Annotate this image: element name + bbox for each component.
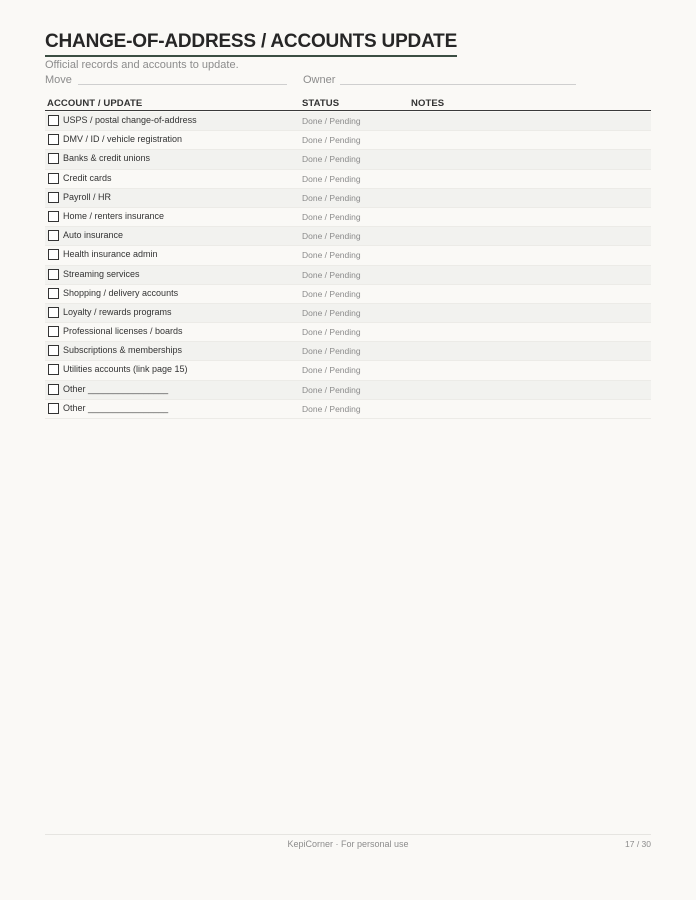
table-row [45,150,651,169]
row-notes-field[interactable] [411,246,651,264]
table-row [45,131,651,150]
table-row [45,361,651,380]
row-label: Professional licenses / boards [63,326,183,337]
checkbox[interactable] [48,269,59,280]
row-status[interactable]: Done / Pending [302,327,361,338]
checkbox[interactable] [48,326,59,337]
owner-field[interactable] [340,84,576,85]
row-label: Credit cards [63,172,112,183]
page-title: CHANGE-OF-ADDRESS / ACCOUNTS UPDATE [45,31,457,57]
row-status[interactable]: Done / Pending [302,307,361,318]
checkbox[interactable] [48,230,59,241]
row-status[interactable]: Done / Pending [302,135,361,146]
row-label: Other ________________ [63,383,169,394]
row-status[interactable]: Done / Pending [302,116,361,126]
row-status[interactable]: Done / Pending [302,231,361,242]
row-notes-field[interactable] [411,285,651,303]
row-label: Streaming services [63,268,140,279]
move-label: Move [45,74,72,86]
document-page [45,0,651,900]
checkbox[interactable] [48,403,59,414]
row-status[interactable]: Done / Pending [302,211,361,222]
row-status[interactable]: Done / Pending [302,192,361,203]
row-status[interactable]: Done / Pending [302,365,361,376]
row-notes-field[interactable] [411,208,651,226]
checkbox[interactable] [48,307,59,318]
row-notes-field[interactable] [411,150,651,168]
page-number: 17 / 30 [625,839,651,849]
column-header-status: STATUS [302,98,340,109]
row-label: Banks & credit unions [63,153,151,164]
table-row [45,208,651,227]
row-label: USPS / postal change-of-address [63,115,197,125]
table-row [45,266,651,285]
checkbox[interactable] [48,288,59,299]
checkbox[interactable] [48,384,59,395]
row-notes-field[interactable] [411,304,651,322]
checkbox[interactable] [48,345,59,356]
column-header-notes: NOTES [411,98,445,109]
table-row [45,189,651,208]
footer-divider [45,834,651,835]
row-label: Other ________________ [63,402,169,413]
row-status[interactable]: Done / Pending [302,154,361,165]
checkbox[interactable] [48,249,59,260]
row-label: DMV / ID / vehicle registration [63,134,183,145]
row-status[interactable]: Done / Pending [302,384,361,395]
row-notes-field[interactable] [411,131,651,149]
checklist-table [45,112,651,419]
row-label: Utilities accounts (link page 15) [63,364,188,375]
row-label: Auto insurance [63,230,124,241]
checkbox[interactable] [48,211,59,222]
row-label: Health insurance admin [63,249,158,260]
table-row [45,400,651,419]
checkbox[interactable] [48,173,59,184]
row-notes-field[interactable] [411,189,651,207]
row-status[interactable]: Done / Pending [302,250,361,261]
checkbox[interactable] [48,153,59,164]
table-header [45,98,651,111]
row-status[interactable]: Done / Pending [302,346,361,357]
checkbox[interactable] [48,364,59,375]
row-notes-field[interactable] [411,227,651,245]
row-notes-field[interactable] [411,400,651,418]
checkbox[interactable] [48,134,59,145]
row-status[interactable]: Done / Pending [302,269,361,280]
table-row [45,381,651,400]
row-notes-field[interactable] [411,266,651,284]
column-header-account: ACCOUNT / UPDATE [47,98,143,109]
checkbox[interactable] [48,115,59,126]
row-notes-field[interactable] [411,170,651,188]
row-notes-field[interactable] [411,361,651,379]
row-notes-field[interactable] [411,381,651,399]
table-row [45,323,651,342]
row-status[interactable]: Done / Pending [302,403,361,414]
row-notes-field[interactable] [411,112,651,130]
table-row [45,112,651,131]
row-label: Shopping / delivery accounts [63,287,179,298]
table-row [45,246,651,265]
row-label: Home / renters insurance [63,210,165,221]
table-row [45,227,651,246]
row-label: Subscriptions & memberships [63,345,183,356]
row-label: Loyalty / rewards programs [63,306,172,317]
owner-label: Owner [303,74,336,86]
table-row [45,304,651,323]
row-notes-field[interactable] [411,323,651,341]
row-notes-field[interactable] [411,342,651,360]
move-field[interactable] [78,84,287,85]
row-label: Payroll / HR [63,191,112,202]
table-row [45,342,651,361]
row-status[interactable]: Done / Pending [302,288,361,299]
page-subtitle: Official records and accounts to update. [45,59,239,71]
table-row [45,170,651,189]
table-row [45,285,651,304]
checkbox[interactable] [48,192,59,203]
row-status[interactable]: Done / Pending [302,173,361,184]
footer-brand: KepiCorner · For personal use [287,839,409,849]
